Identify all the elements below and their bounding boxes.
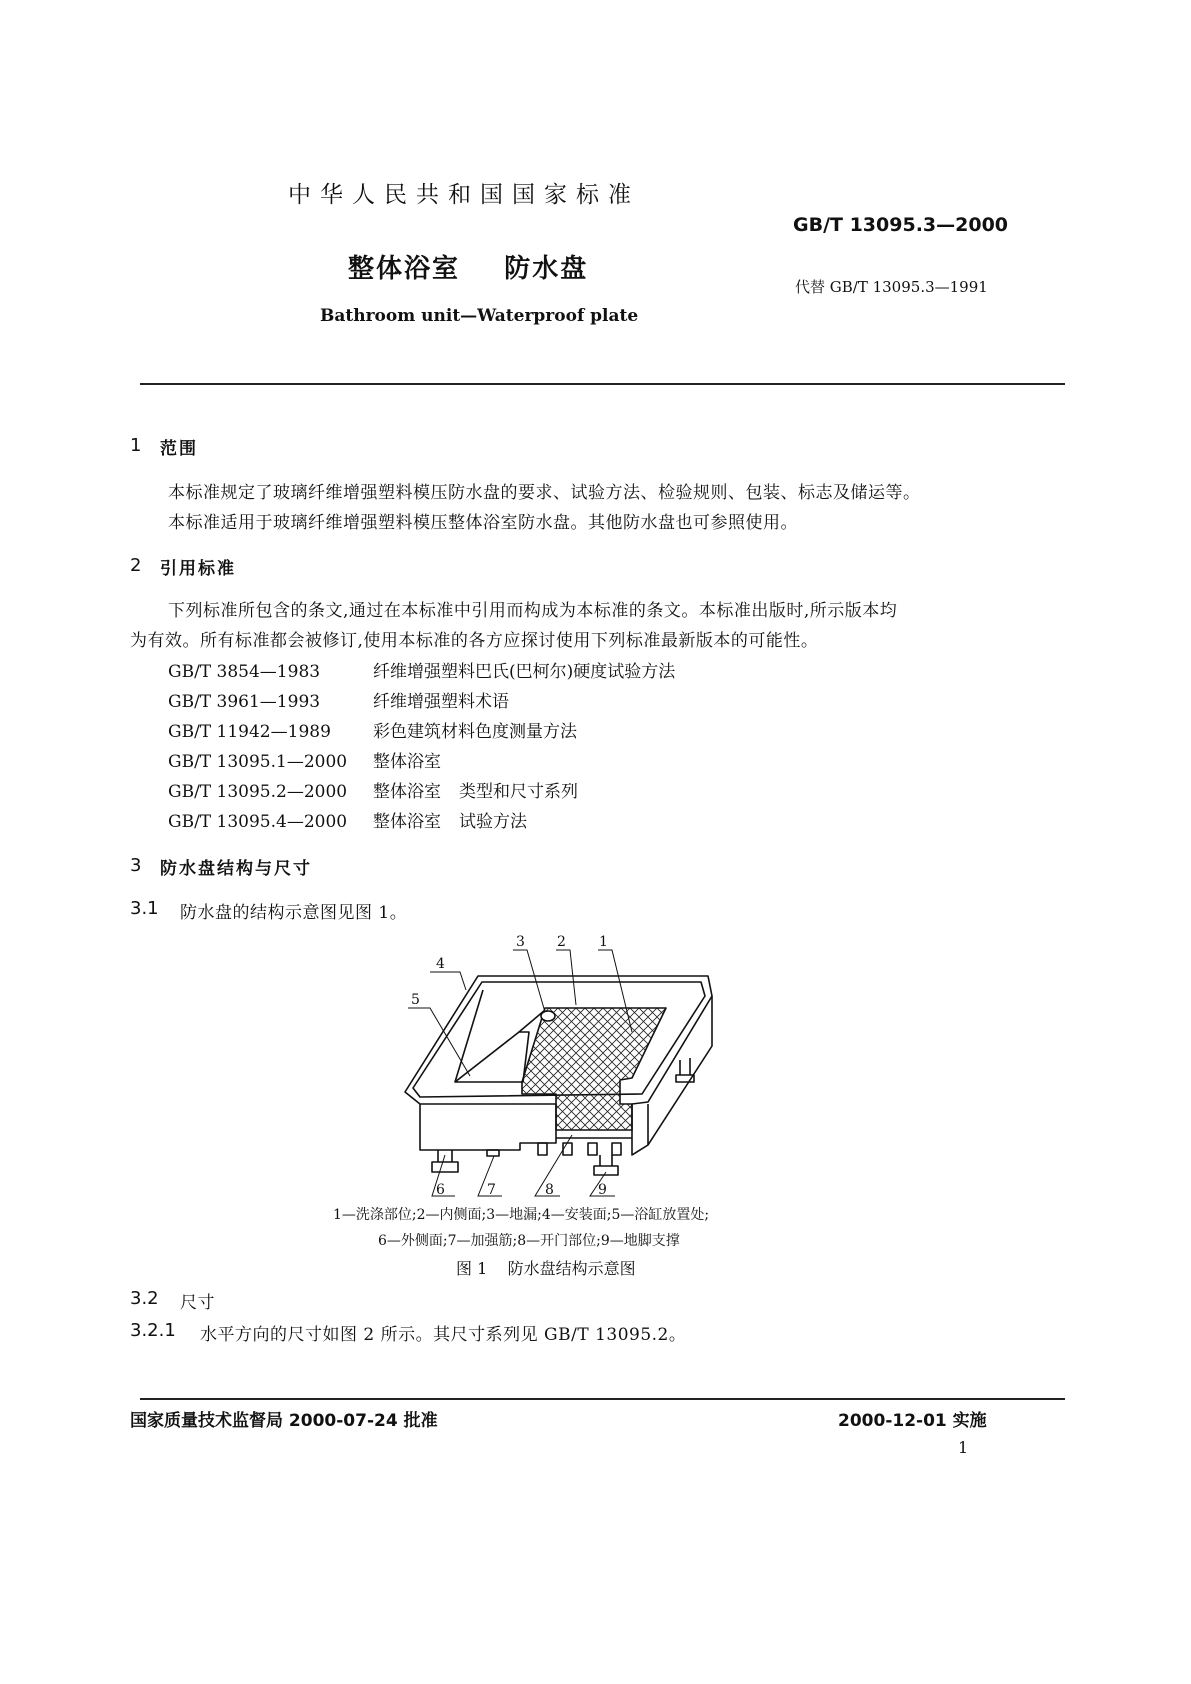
reference-row <box>168 687 509 712</box>
document-title-en: Bathroom unit—Waterproof plate <box>320 306 639 326</box>
reference-subtitle: 类型和尺寸系列 <box>459 782 578 802</box>
replaces-note: 代替 GB/T 13095.3—1991 <box>795 278 988 296</box>
reference-title: 整体浴室 <box>373 752 441 772</box>
section-2-paragraph-line-2: 为有效。所有标准都会被修订,使用本标准的各方应探讨使用下列标准最新版本的可能性。 <box>130 631 819 651</box>
figure-legend-line-1: 1—洗涤部位;2—内侧面;3—地漏;4—安装面;5—浴缸放置处; <box>333 1207 710 1223</box>
reference-code: GB/T 13095.2—2000 <box>168 782 348 802</box>
reinforcing-rib <box>538 1143 547 1155</box>
page-number: 1 <box>958 1438 969 1457</box>
section-3-1-text: 防水盘的结构示意图见图 1。 <box>180 903 408 923</box>
diagram-label: 2 <box>557 934 566 950</box>
floor-drain <box>541 1011 555 1021</box>
reference-code: GB/T 13095.1—2000 <box>168 752 348 772</box>
reference-subtitle: 试验方法 <box>459 812 527 832</box>
reference-title: 彩色建筑材料色度测量方法 <box>373 722 577 742</box>
section-3-number: 3 <box>130 855 142 876</box>
figure-legend-line-2: 6—外侧面;7—加强筋;8—开门部位;9—地脚支撑 <box>378 1233 680 1249</box>
section-1-paragraph-1: 本标准规定了玻璃纤维增强塑料模压防水盘的要求、试验方法、检验规则、包装、标志及储运等。 <box>168 483 921 503</box>
section-3-1-number: 3.1 <box>130 898 159 919</box>
document-title-cn: 整体浴室 防水盘 <box>348 254 589 284</box>
section-3-heading: 防水盘结构与尺寸 <box>160 859 312 879</box>
footer-issuer: 国家质量技术监督局 2000-07-24 批准 <box>130 1411 438 1431</box>
reference-title: 纤维增强塑料巴氏(巴柯尔)硬度试验方法 <box>373 662 676 682</box>
diagram-label: 8 <box>545 1182 554 1198</box>
section-2-heading: 引用标准 <box>160 559 236 579</box>
reference-code: GB/T 11942—1989 <box>168 722 331 742</box>
reference-row <box>168 777 578 802</box>
diagram-label: 1 <box>599 934 608 950</box>
reference-row <box>168 717 577 742</box>
country-standard-title: 中华人民共和国国家标准 <box>288 182 640 208</box>
reference-row <box>168 747 441 772</box>
reference-code: GB/T 3961—1993 <box>168 692 321 712</box>
reinforcing-rib <box>487 1150 499 1156</box>
diagram-label: 4 <box>436 956 445 972</box>
diagram-label: 7 <box>487 1182 496 1198</box>
section-3-2-text: 尺寸 <box>180 1293 215 1313</box>
reinforcing-rib <box>563 1143 572 1155</box>
reference-row <box>168 657 675 682</box>
section-1-paragraph-2: 本标准适用于玻璃纤维增强塑料模压整体浴室防水盘。其他防水盘也可参照使用。 <box>168 513 798 533</box>
figure-caption: 图 1 防水盘结构示意图 <box>456 1259 636 1278</box>
section-1-number: 1 <box>130 435 142 456</box>
diagram-label: 9 <box>598 1182 607 1198</box>
section-3-2-1-text: 水平方向的尺寸如图 2 所示。其尺寸系列见 GB/T 13095.2。 <box>200 1325 687 1345</box>
diagram-label: 6 <box>436 1182 445 1198</box>
reinforcing-rib <box>612 1143 621 1155</box>
reference-row <box>168 807 527 832</box>
waterproof-plate-diagram <box>395 928 735 1203</box>
reference-title: 整体浴室 <box>373 782 441 802</box>
reference-code: GB/T 13095.4—2000 <box>168 812 348 832</box>
footer-effective-date: 2000-12-01 实施 <box>838 1411 987 1431</box>
reinforcing-rib <box>588 1143 597 1155</box>
section-2-number: 2 <box>130 555 142 576</box>
standard-code: GB/T 13095.3—2000 <box>793 214 1009 236</box>
foot-support <box>432 1150 458 1172</box>
reference-title: 整体浴室 <box>373 812 441 832</box>
diagram-label: 5 <box>411 992 420 1008</box>
section-1-heading: 范围 <box>160 439 198 459</box>
section-2-paragraph-line-1: 下列标准所包含的条文,通过在本标准中引用而构成为本标准的条文。本标准出版时,所示版本均 <box>168 601 898 621</box>
footer-divider <box>140 1398 1065 1400</box>
section-3-2-1-number: 3.2.1 <box>130 1320 176 1341</box>
diagram-label: 3 <box>516 934 525 950</box>
section-3-2-number: 3.2 <box>130 1288 159 1309</box>
reference-code: GB/T 3854—1983 <box>168 662 321 682</box>
reference-title: 纤维增强塑料术语 <box>373 692 509 712</box>
header-divider <box>140 383 1065 385</box>
